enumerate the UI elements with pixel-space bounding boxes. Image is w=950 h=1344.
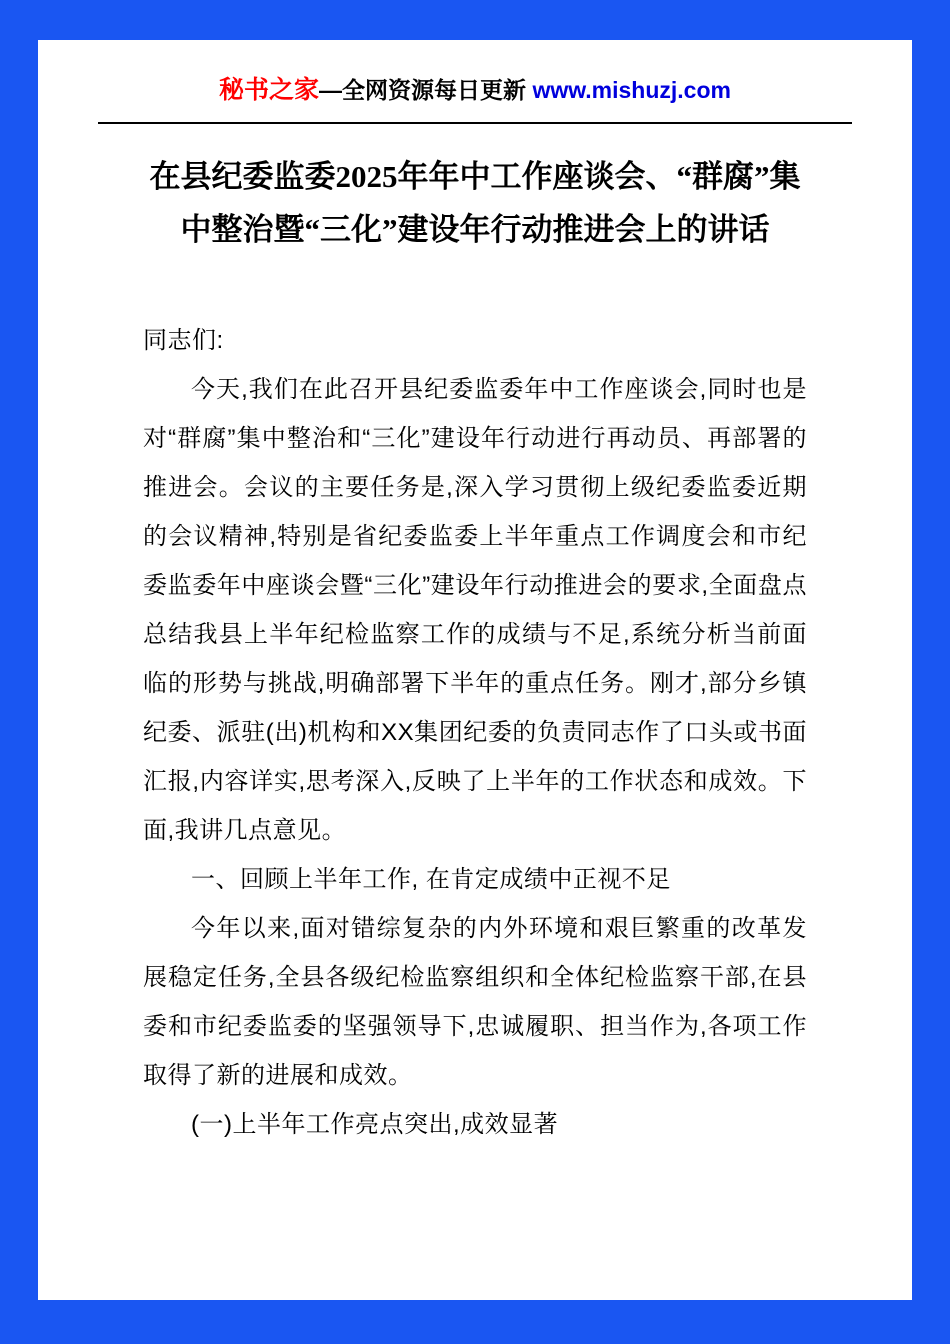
- document-page: [38, 40, 912, 1300]
- document-body: [143, 316, 807, 1149]
- subsection-heading-1: (一)上半年工作亮点突出,成效显著: [191, 1111, 559, 1138]
- site-brand: 秘书之家: [219, 77, 320, 104]
- salutation-paragraph: 同志们:: [143, 327, 224, 354]
- section-paragraph: 今年以来,面对错综复杂的内外环境和艰巨繁重的改革发展稳定任务,全县各级纪检监察组织和全体纪检监察干部,在县委和市纪委监委的坚强领导下,忠诚履职、担当作为,各项工作取得了新的进展和成效。: [143, 915, 807, 1089]
- site-header: [98, 70, 852, 124]
- site-url-link[interactable]: www.mishuzj.com: [532, 77, 731, 103]
- document-title: 在县纪委监委2025年年中工作座谈会、“群腐”集中整治暨“三化”建设年行动推进会上的讲话: [149, 159, 801, 247]
- site-tagline: —全网资源每日更新: [319, 77, 533, 103]
- section-heading-1: 一、回顾上半年工作, 在肯定成绩中正视不足: [191, 866, 671, 893]
- document-content: [98, 150, 852, 1149]
- intro-paragraph: 今天,我们在此召开县纪委监委年中工作座谈会,同时也是对“群腐”集中整治和“三化”建设年行动进行再动员、再部署的推进会。会议的主要任务是,深入学习贯彻上级纪委监委近期的会议精神,特别是省纪委监委上半年重点工作调度会和市纪委监委年中座谈会暨“三化”建设年行动推进会的要求,全面盘点总结我县上半年纪检监察工作的成绩与不足,系统分析当前面临的形势与挑战,明确部署下半年的重点任务。刚才,部分乡镇纪委、派驻(出)机构和XX集团纪委的负责同志作了口头或书面汇报,内容详实,思考深入,反映了上半年的工作状态和成效。下面,我讲几点意见。: [143, 376, 807, 844]
